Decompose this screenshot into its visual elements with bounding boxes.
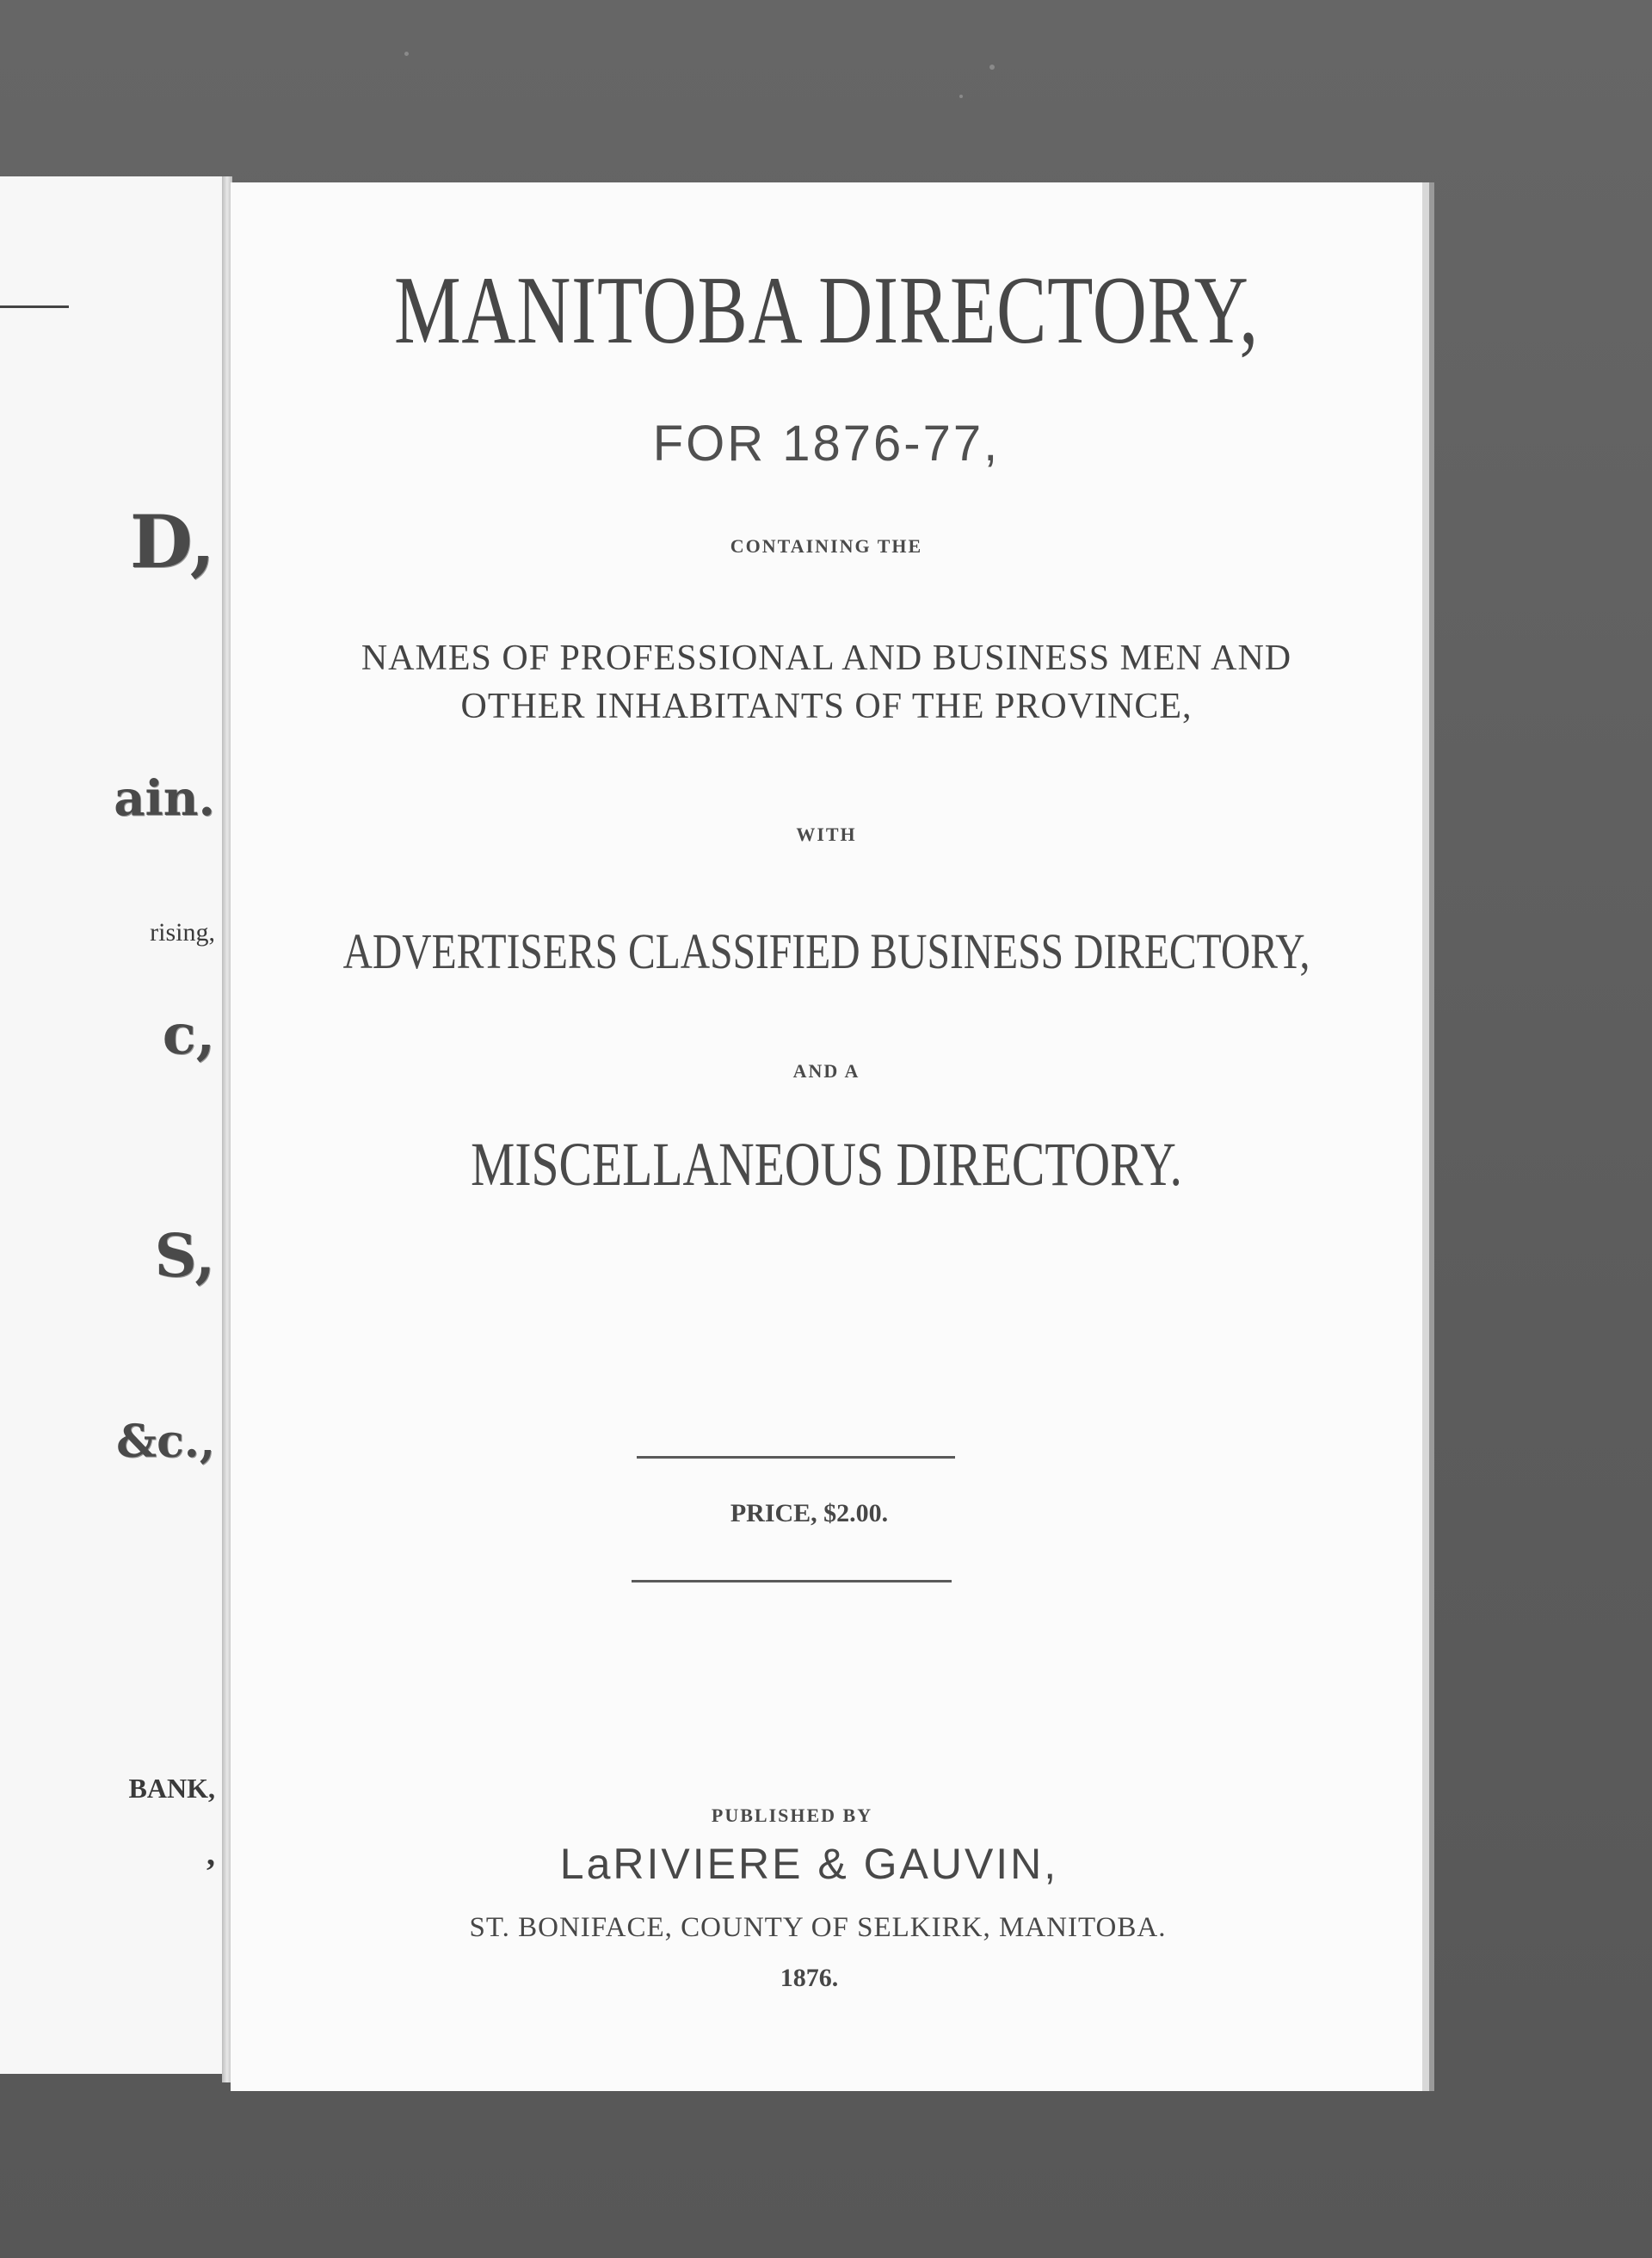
left-page-fragment: c, — [162, 1003, 215, 1067]
advertisers-directory-line: ADVERTISERS CLASSIFIED BUSINESS DIRECTORY, — [342, 923, 1310, 979]
left-page-fragment: ain. — [114, 770, 215, 827]
left-facing-page — [0, 176, 227, 2074]
title-page — [231, 182, 1422, 2091]
names-description — [231, 634, 1422, 731]
names-line-2: OTHER INHABITANTS OF THE PROVINCE, — [460, 687, 1193, 726]
scan-speck — [989, 65, 995, 70]
left-page-fragment: &c., — [116, 1416, 215, 1468]
published-by-label: PUBLISHED BY — [711, 1805, 873, 1826]
publication-year: 1876. — [780, 1964, 839, 1992]
left-page-fragment: rising, — [150, 918, 215, 947]
and-a-label: AND A — [792, 1060, 860, 1082]
publisher-name: LaRIVIERE & GAUVIN, — [559, 1840, 1059, 1888]
with-label: WITH — [796, 824, 857, 845]
miscellaneous-directory-line: MISCELLANEOUS DIRECTORY. — [471, 1130, 1182, 1199]
scan-speck — [404, 52, 409, 56]
left-page-fragment: BANK, — [128, 1773, 215, 1804]
directory-years: FOR 1876-77, — [652, 416, 1001, 472]
scan-speck — [959, 95, 963, 98]
price-rule-bottom — [632, 1580, 952, 1582]
containing-label: CONTAINING THE — [730, 535, 923, 557]
publisher-address: ST. BONIFACE, COUNTY OF SELKIRK, MANITOBA. — [469, 1912, 1167, 1943]
price: PRICE, $2.00. — [730, 1499, 889, 1527]
left-page-fragment: S, — [154, 1222, 215, 1291]
left-page-fragment: D, — [129, 499, 215, 584]
directory-title: MANITOBA DIRECTORY, — [393, 257, 1260, 364]
left-page-rule — [0, 305, 69, 308]
price-rule-top — [637, 1456, 955, 1459]
left-page-fragment: , — [206, 1834, 215, 1872]
names-line-1: NAMES OF PROFESSIONAL AND BUSINESS MEN AND — [361, 639, 1292, 678]
